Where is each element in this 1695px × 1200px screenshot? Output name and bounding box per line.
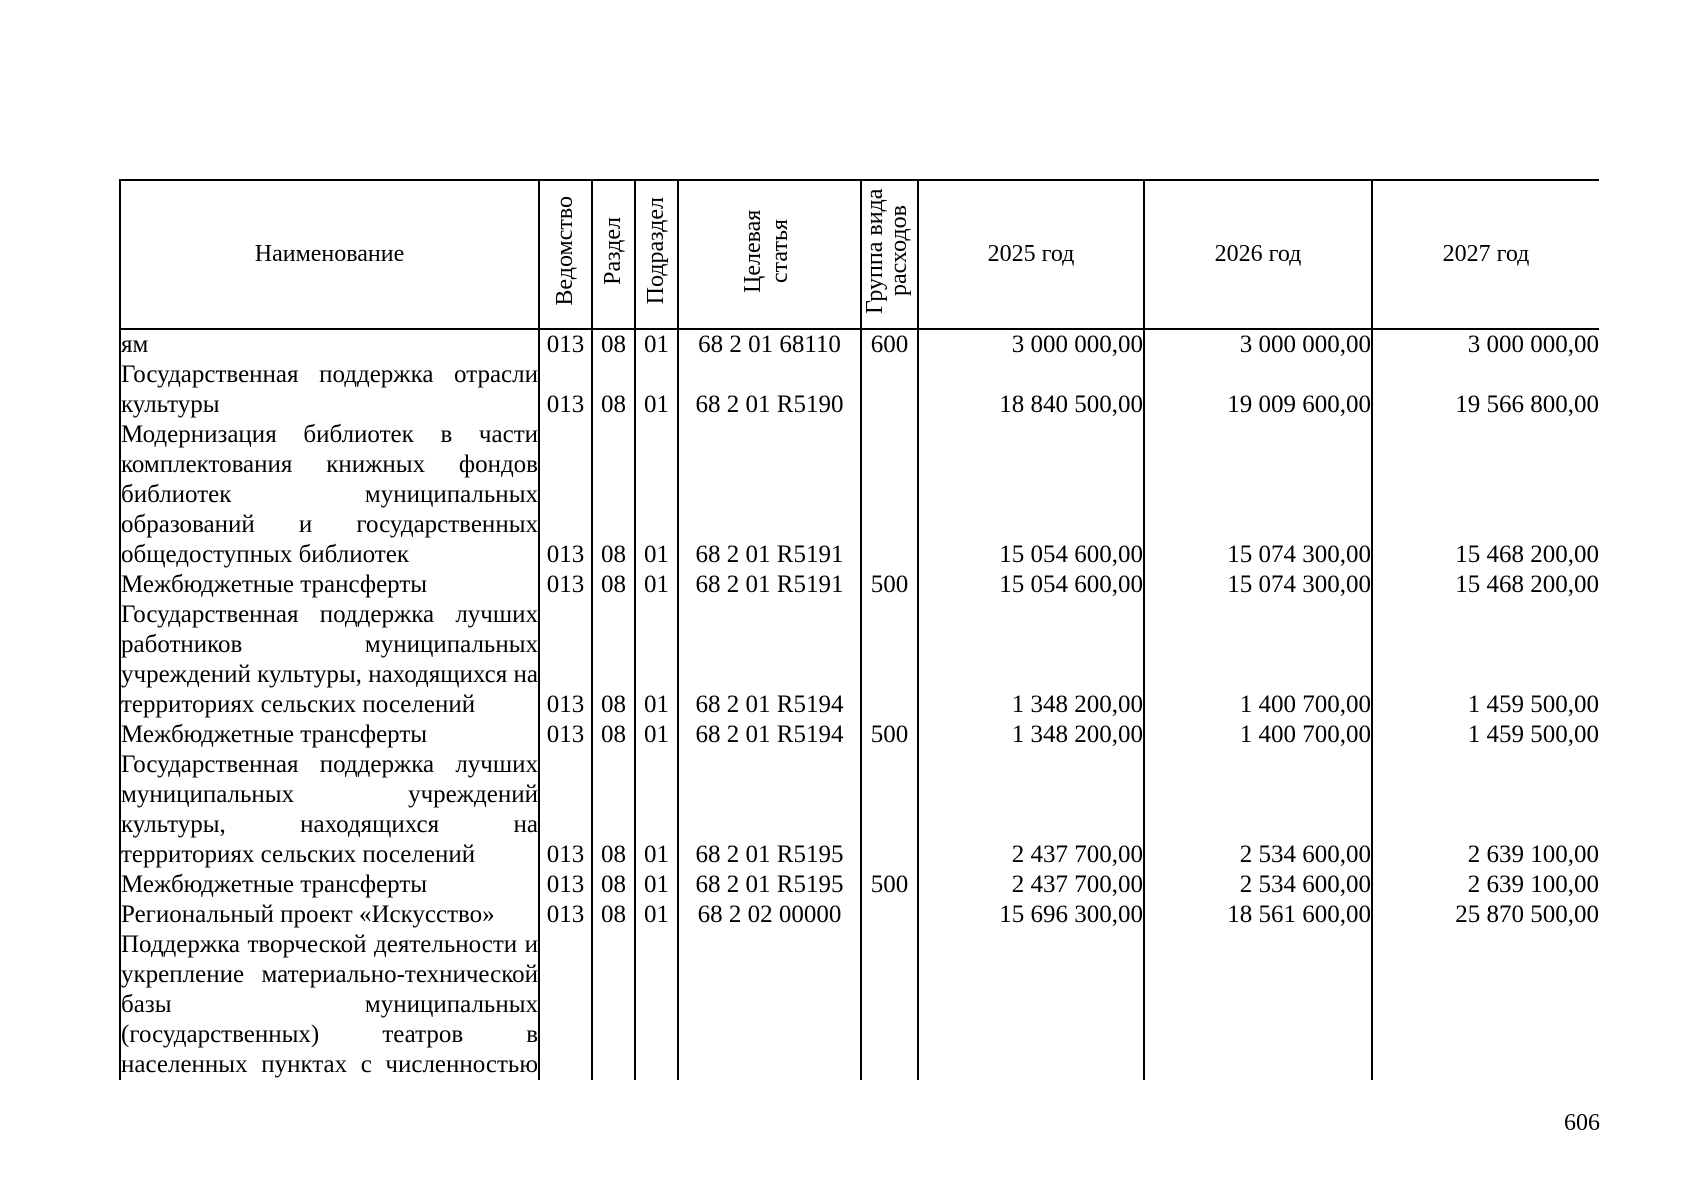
row-razdel (592, 930, 635, 1080)
row-vedomstvo: 013 (539, 600, 592, 720)
row-2025: 15 054 600,00 (918, 420, 1144, 570)
table-row (120, 870, 1599, 900)
table-row (120, 930, 1599, 1080)
row-vedomstvo: 013 (539, 900, 592, 930)
header-gruppa-vida-rashodov: Группа вида расходов (861, 180, 918, 329)
row-2027 (1372, 930, 1599, 1080)
row-name: Государственная поддержка отрасли культуры (121, 361, 538, 418)
table-row (120, 750, 1599, 870)
row-name: Региональный проект «Искусство» (120, 900, 539, 930)
row-name: Межбюджетные трансферты (120, 870, 539, 900)
row-celevaya-statya (678, 930, 861, 1080)
row-vid-rashodov: 500 (861, 570, 918, 600)
page-number: 606 (1564, 1110, 1600, 1136)
header-celevaya-statya: Целевая статья (678, 180, 861, 329)
row-vedomstvo: 013 (539, 750, 592, 870)
header-2025: 2025 год (918, 180, 1144, 329)
row-vid-rashodov: 500 (861, 870, 918, 900)
row-name: ям (120, 329, 539, 360)
table-row (120, 420, 1599, 570)
header-razdel: Раздел (592, 180, 635, 329)
row-2025: 15 696 300,00 (918, 900, 1144, 930)
row-vedomstvo: 013 (539, 570, 592, 600)
header-name: Наименование (120, 180, 539, 329)
budget-table (119, 179, 1599, 1080)
row-2025: 15 054 600,00 (918, 570, 1144, 600)
row-2025: 18 840 500,00 (918, 360, 1144, 420)
row-vid-rashodov: 600 (861, 329, 918, 360)
row-2027: 15 468 200,00 (1372, 420, 1599, 570)
row-podrazdel: 01 (635, 420, 678, 570)
row-podrazdel: 01 (635, 360, 678, 420)
row-2026 (1144, 930, 1372, 1080)
row-razdel: 08 (592, 750, 635, 870)
row-razdel: 08 (592, 870, 635, 900)
row-celevaya-statya: 68 2 01 R5194 (678, 720, 861, 750)
row-razdel: 08 (592, 420, 635, 570)
table-header-row (120, 180, 1599, 329)
row-2027: 15 468 200,00 (1372, 570, 1599, 600)
row-vid-rashodov (861, 600, 918, 720)
row-vedomstvo: 013 (539, 360, 592, 420)
table-row (120, 570, 1599, 600)
row-vedomstvo: 013 (539, 870, 592, 900)
row-2027: 2 639 100,00 (1372, 750, 1599, 870)
row-2026: 18 561 600,00 (1144, 900, 1372, 930)
row-podrazdel: 01 (635, 900, 678, 930)
row-name: Государственная поддержка лучших муниципальных учреждений культуры, находящихся на территориях сельских поселений (121, 751, 538, 868)
row-2025: 1 348 200,00 (918, 600, 1144, 720)
row-celevaya-statya: 68 2 01 68110 (678, 329, 861, 360)
row-2025: 3 000 000,00 (918, 329, 1144, 360)
row-2026: 15 074 300,00 (1144, 570, 1372, 600)
row-2026: 2 534 600,00 (1144, 870, 1372, 900)
row-celevaya-statya: 68 2 01 R5195 (678, 750, 861, 870)
row-vid-rashodov: 500 (861, 720, 918, 750)
header-podrazdel: Подраздел (635, 180, 678, 329)
row-2025: 2 437 700,00 (918, 750, 1144, 870)
row-2026: 2 534 600,00 (1144, 750, 1372, 870)
header-2026: 2026 год (1144, 180, 1372, 329)
row-name: Межбюджетные трансферты (120, 570, 539, 600)
row-2025: 2 437 700,00 (918, 870, 1144, 900)
header-vedomstvo: Ведомство (539, 180, 592, 329)
row-podrazdel: 01 (635, 329, 678, 360)
table-row (120, 600, 1599, 720)
row-razdel: 08 (592, 360, 635, 420)
row-vid-rashodov (861, 900, 918, 930)
row-podrazdel: 01 (635, 870, 678, 900)
row-2027: 2 639 100,00 (1372, 870, 1599, 900)
row-2027: 1 459 500,00 (1372, 600, 1599, 720)
row-podrazdel: 01 (635, 570, 678, 600)
row-name: Государственная поддержка лучших работников муниципальных учреждений культуры, находящихся на территориях сельских поселений (121, 601, 538, 718)
row-2026: 1 400 700,00 (1144, 720, 1372, 750)
row-razdel: 08 (592, 570, 635, 600)
row-2026: 3 000 000,00 (1144, 329, 1372, 360)
row-2025 (918, 930, 1144, 1080)
row-vedomstvo: 013 (539, 329, 592, 360)
table-row (120, 720, 1599, 750)
row-2025: 1 348 200,00 (918, 720, 1144, 750)
row-razdel: 08 (592, 329, 635, 360)
row-razdel: 08 (592, 900, 635, 930)
table-row (120, 329, 1599, 360)
row-celevaya-statya: 68 2 01 R5190 (678, 360, 861, 420)
row-vid-rashodov (861, 750, 918, 870)
row-podrazdel: 01 (635, 600, 678, 720)
row-2027: 25 870 500,00 (1372, 900, 1599, 930)
row-celevaya-statya: 68 2 01 R5191 (678, 570, 861, 600)
row-name: Межбюджетные трансферты (120, 720, 539, 750)
row-razdel: 08 (592, 720, 635, 750)
row-celevaya-statya: 68 2 01 R5194 (678, 600, 861, 720)
row-vedomstvo: 013 (539, 720, 592, 750)
row-2027: 19 566 800,00 (1372, 360, 1599, 420)
row-celevaya-statya: 68 2 02 00000 (678, 900, 861, 930)
row-2026: 19 009 600,00 (1144, 360, 1372, 420)
table-row (120, 360, 1599, 420)
table-row (120, 900, 1599, 930)
row-vedomstvo (539, 930, 592, 1080)
row-razdel: 08 (592, 600, 635, 720)
row-2026: 15 074 300,00 (1144, 420, 1372, 570)
row-name: Поддержка творческой деятельности и укрепление материально-технической базы муниципальных (государственных) театров в населенных пунктах с численностью (121, 931, 538, 1078)
row-2027: 3 000 000,00 (1372, 329, 1599, 360)
row-podrazdel: 01 (635, 720, 678, 750)
row-2026: 1 400 700,00 (1144, 600, 1372, 720)
row-vedomstvo: 013 (539, 420, 592, 570)
row-podrazdel: 01 (635, 750, 678, 870)
row-celevaya-statya: 68 2 01 R5191 (678, 420, 861, 570)
row-name: Модернизация библиотек в части комплектования книжных фондов библиотек муниципальных образований и государственных общедоступных библиотек (121, 421, 538, 568)
header-2027: 2027 год (1372, 180, 1599, 329)
row-vid-rashodov (861, 930, 918, 1080)
row-2027: 1 459 500,00 (1372, 720, 1599, 750)
row-podrazdel (635, 930, 678, 1080)
document-page (119, 179, 1599, 1103)
row-celevaya-statya: 68 2 01 R5195 (678, 870, 861, 900)
row-vid-rashodov (861, 360, 918, 420)
row-vid-rashodov (861, 420, 918, 570)
